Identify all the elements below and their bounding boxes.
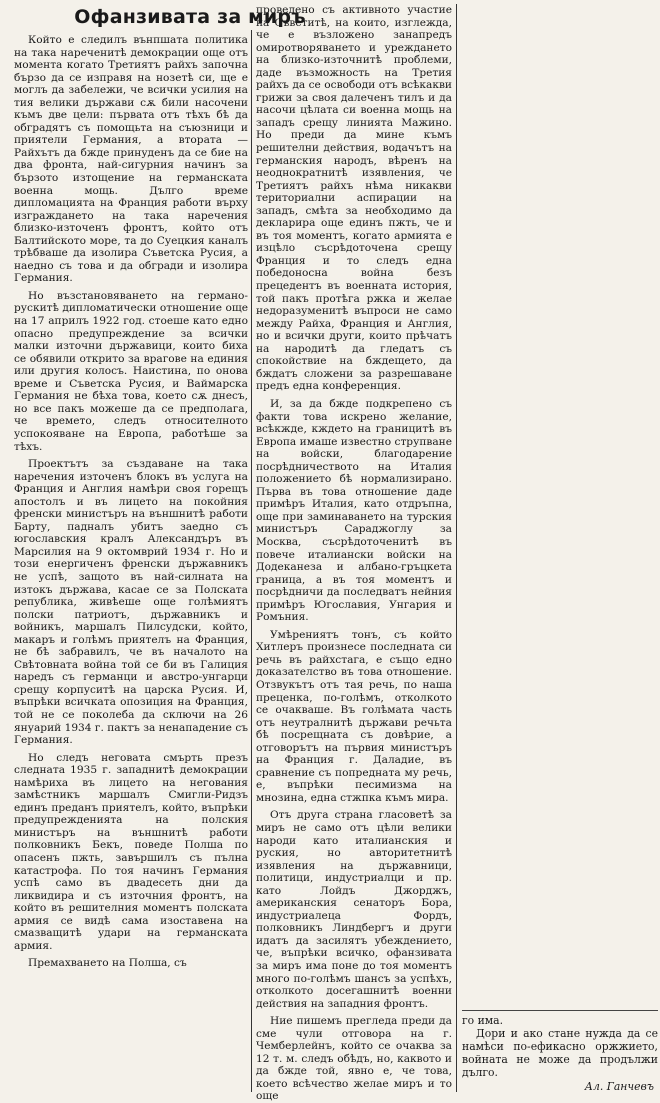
paragraph: Умѣрениятъ тонъ, съ който Хитлеръ произнесе последната си речь въ райхстага, е също едно доказателство въ това отношение. Отзвукътъ отъ тая речь, по наша преценка, по-голѣмъ, отколкото се очакваше. Въ голѣмата часть отъ неутралнитѣ държави речьта бѣ посрещната съ довѣрие, а отговорътъ на първия министъръ на Франция г. Даладие, въ сравнение съ попредната му речь, е, въпрѣки песимизма на мнозина, една стжпка къмъ мира.	[256, 628, 452, 804]
paragraph: го има.	[462, 1014, 504, 1027]
paragraph: Но следъ неговата смърть презъ следната 1935 г. западнитѣ демокрации намѣриха въ лицето на негования замѣстникъ маршалъ Смигли-Ридзъ единъ преданъ приятелъ, който, въпрѣки предупрежденията на полския министъръ на външнитѣ работи полковникъ Бекъ, поведе Полша по опасенъ пжть, завършилъ съ пълна катастрофа. По тоя начинъ Германия успѣ само въ двадесеть дни да ликвидира и съ източния фронтъ, на който въ решителния моментъ полската армия се видѣ сама изоставена на смазващитѣ удари на германската армия.	[14, 751, 248, 952]
paragraph: Премахването на Полша, съ	[28, 957, 187, 970]
paragraph: проведено съ активното участие на Съветитѣ, на които, изглежда, че е възложено занапредъ омиротворяването и уреждането на близко-източнитѣ проблеми, даде възможность на Третия райхъ да се освободи отъ всѣкакви грижи за своя далеченъ тилъ и да насочи цѣлата си военна мощь на западъ срещу линията Мажино. Но преди да мине къмъ решителни действия, водачътъ на германския народъ, вѣренъ на неоднократнитѣ изявления, че Третиятъ райхъ нѣма никакви териториални аспирации на западъ, смѣта за необходимо да декларира още единъ пжть, че и въ тоя моментъ, когато армията е изцѣло съсрѣдоточена срещу Франция и то следъ една победоносна война безъ прецедентъ въ военната история, той пакъ протѣга ржка и желае недоразуменитѣ въпроси не само между Райха, Франция и Англия, но и всички други, които прѣчатъ на народитѣ да гледатъ съ спокойствие на бждещето, да бждатъ сложени за разрешаване предъ една конференция.	[256, 4, 452, 393]
paragraph: Ние пишемъ прегледа преди да сме чули отговора на г. Чемберлейнъ, който се очаква за 12 т. м. следъ обѣдъ, но, каквото и да бжде той, явно е, че това, което всѣчество желае миръ и то още	[256, 1015, 452, 1103]
article-column-2	[256, 4, 452, 1103]
paragraph: Но възстановяването на германо-рускитѣ дипломатически отношение още на 17 априлъ 1922 год. стоеше като едно опасно предупреждение за всички малки източни държавици, които биха се обявили открито за врагове на единия или другия колосъ. Наистина, по онова време и Съветска Русия, и Ваймарска Германия не бѣха това, което сѫ днесъ, но все пакъ можеше да се предполага, че времето, следъ относителното успокояване на Европа, работѣше за тѣхъ.	[14, 289, 248, 453]
article-column-1	[14, 34, 248, 1092]
author-signature: Ал. Ганчевъ	[584, 1080, 654, 1093]
column-divider	[456, 4, 457, 1092]
paragraph: И, за да бжде подкрепено съ факти това искрено желание, всѣкжде, кждето на границитѣ въ Европа имаше известно струпване на войски, благодарение посрѣдничеството на Италия положението бѣ нормализирано. Първа въ това отношение даде примѣръ Италия, като отдръпна, още при заминаването на турския министъръ Сараджоглу за Москва, съсрѣдоточенитѣ въ повече италиански войски на Додеканеза и албано-гръцкета граница, а въ тоя моментъ и посрѣдничи да последватъ нейния примѣръ Югославия, Унгария и Ромъния.	[256, 397, 452, 624]
article-title: Офанзивата за миръ	[74, 6, 306, 28]
column-divider	[462, 1010, 658, 1011]
paragraph: Който е следилъ вънпшата политика на така нареченитѣ демокрации още отъ момента когато Третиятъ райхъ започна бързо да се изправя на нозетѣ си, ще е моглъ да забележи, че всички усилия на тия велики държави сѫ били насочени къмъ две цели: първата отъ тѣхъ бѣ да обградятъ съ помощьта на съюзници и приятели Германия, а втората — Райхътъ да бжде принуденъ да се бие на два фронта, най-сигурния начинъ за бързото изтощение на германската военна мощь. Дълго време дипломацията на Франция работи върху изграждането на така наречения близко-източенъ фронтъ, който отъ Балтийското море, та до Суецкия каналъ трѣбваше да изолира Съветска Русия, а наедно съ това и да обгради и изолира Германия.	[14, 34, 248, 285]
article-continuation	[462, 1014, 658, 1093]
paragraph: Отъ друга страна гласоветѣ за миръ не само отъ цѣли велики народи като италианския и руския, но авторитетнитѣ изявления на държавници, политици, индустриалци и пр. като Лойдъ Джорджъ, американския сенаторъ Бора, индустриалеца Фордъ, полковникъ Линдбергъ и други идатъ да засилятъ убеждението, че, въпрѣки всичко, офанзивата за миръ има поне до тоя моментъ много по-голѣмъ шансъ за успѣхъ, отколкото досегашнитѣ военни действия на западния фронтъ.	[256, 809, 452, 1010]
paragraph: Дори и ако стане нужда да се намѣси по-ефикасно оржжието, войната не може да продължи дълго.	[462, 1027, 658, 1079]
paragraph: Проектътъ за създаване на така наречения източенъ блокъ въ услуга на Франция и Англия намѣри своя горещъ апостолъ и въ лицето на покойния френски министъръ на външнитѣ работи Барту, падналъ убитъ заедно съ югославския кралъ Александъръ въ Марсилия на 9 октомврий 1934 г. Но и този енергиченъ френски държавникъ не успѣ, защото въ най-силната на изтокъ държава, касае се за Полската република, живѣеше още голѣмиятъ полски патриотъ, държавникъ и войникъ, маршалъ Пилсудски, който, макаръ и голѣмъ приятелъ на Франция, не бѣ забравилъ, че въ началото на Свѣтовната война той се би въ Галиция наредъ съ германци и австро-унгарци срещу корпуситѣ на царска Русия. И, въпрѣки всичката опозиция на Франция, той не се поколеба да сключи на 26 януарий 1934 г. пактъ за ненападение съ Германия.	[14, 458, 248, 747]
column-divider	[251, 30, 252, 1092]
